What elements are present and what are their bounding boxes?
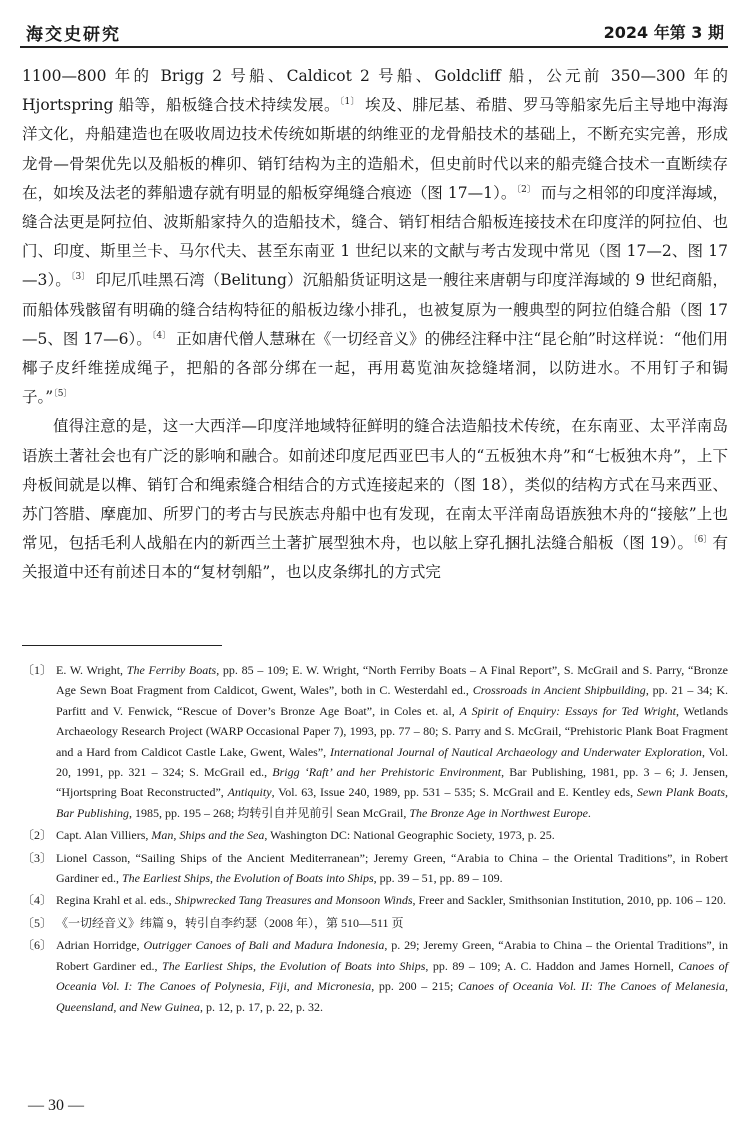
text-run: 1100—800 年的 Brigg 2 号船、Caldicot 2 号船、Goldcliff 船，公元前 350—300 年的 Hjortspring 船等，船板缝合技术持续发展。: [22, 67, 728, 115]
footnote-text: [56, 890, 728, 910]
footnote-ref: 〔5〕: [53, 389, 73, 400]
text-run: , pp. 85 – 109; E. W. Wright, “North Ferriby Boats – A Final Report”, S. McGrail and S. Parry, “Bronze Age Sewn Boat Fragment from Caldicot, Gwent, Wales”, both in C. Westerdahl ed.,: [56, 663, 728, 698]
body-paragraph: [22, 412, 728, 587]
text-run: Regina Krahl et al. eds.,: [56, 893, 175, 908]
text-run: , pp. 21 – 34; K. Parfitt and V. Fenwick, “Rescue of Dover’s Bronze Age Boat”, in Coles et. al,: [56, 683, 728, 718]
text-run: 有关报道中还有前述日本的“复材刳船”，也以皮条绑扎的方式完: [22, 534, 729, 582]
text-run: 正如唐代僧人慧琳在《一切经音义》的佛经注释中注“昆仑舶”时这样说：“他们用椰子皮纤维搓成绳子，把船的各部分绑在一起，再用葛览油灰捻缝堵洞，以防进水。不用钉子和锔子。”: [22, 329, 729, 407]
text-run: .: [587, 805, 591, 820]
running-header: [20, 16, 728, 48]
journal-title: 海交史研究: [26, 25, 121, 45]
citation-title: Canoes of Oceania Vol. I: The Canoes of Polynesia, Fiji, and Micronesia: [56, 958, 728, 994]
text-run: , p. 12, p. 17, p. 22, p. 32.: [199, 999, 323, 1014]
footnote-text: [56, 660, 728, 823]
footnote-number: 〔4〕: [22, 893, 53, 908]
citation-title: Outrigger Canoes of Bali and Madura Indonesia: [143, 938, 385, 953]
text-run: Adrian Horridge,: [56, 938, 144, 953]
footnote-number: 〔6〕: [22, 938, 53, 953]
footnote-item: [22, 825, 728, 845]
text-run: , 1985, pp. 195 – 268; 均转引自并见前引 Sean McGrail,: [129, 805, 410, 820]
text-run: , Freer and Sackler, Smithsonian Institution, 2010, pp. 106 – 120.: [412, 893, 727, 908]
text-run: , pp. 200 – 215;: [371, 979, 458, 994]
text-run: , pp. 39 – 51, pp. 89 – 109.: [373, 871, 503, 886]
citation-title: The Earliest Ships, the Evolution of Boats into Ships: [121, 871, 374, 886]
citation-title: The Earliest Ships, the Evolution of Boats into Ships: [162, 958, 426, 973]
citation-title: Canoes of Oceania Vol. II: The Canoes of Melanesia, Queensland, and New Guinea: [56, 979, 728, 1014]
text-run: , pp. 89 – 109; A. C. Haddon and James Hornell,: [425, 958, 679, 973]
footnote-item: [22, 660, 728, 823]
citation-title: The Ferriby Boats: [126, 663, 217, 677]
citation-title: Shipwrecked Tang Treasures and Monsoon Winds: [174, 893, 413, 908]
text-run: 印尼爪哇黑石湾（Belitung）沉船船货证明这是一艘往来唐朝与印度洋海域的 9 世纪商船，而船体残骸留有明确的缝合结构特征的船板边缘小排孔，也被复原为一艘典型的阿拉伯缝合船（图 17—5、图 17—6）。: [22, 271, 728, 348]
footnote-text: [56, 935, 728, 1017]
footnote-text: [56, 825, 728, 845]
page-number: — 30 —: [28, 1097, 84, 1114]
footnote-number: 〔3〕: [22, 850, 53, 865]
text-run: , Vol. 20, 1991, pp. 321 – 324; S. McGrail ed.,: [56, 744, 728, 780]
citation-title: International Journal of Nautical Archaeology and Underwater Exploration: [329, 744, 702, 759]
footnote-number: 〔1〕: [22, 663, 53, 677]
footnote-number: 〔2〕: [22, 828, 53, 843]
text-run: 埃及、腓尼基、希腊、罗马等船家先后主导地中海海洋文化，舟船建造也在吸收周边技术传统如斯堪的纳维亚的龙骨船技术的基础上，不断充实完善，形成龙骨—骨架优先以及船板的榫卯、销钉结构为主的造船术，但史前时代以来的船壳缝合技术一直断续存在，如埃及法老的葬船遗存就有明显的船板穿绳缝合痕迹（图 17—1）。: [22, 96, 728, 202]
text-run: 而与之相邻的印度洋海域，缝合法更是阿拉伯、波斯船家持久的造船技术，缝合、销钉相结合船板连接技术在印度洋的阿拉伯、也门、印度、斯里兰卡、马尔代夫、甚至东南亚 1 世纪以来的文献与考古发现中常见（图 17—2、图 17—3）。: [22, 183, 729, 290]
text-run: , p. 29; Jeremy Green, “Arabia to China – the Oriental Traditions”, in Robert Gardiner ed.,: [56, 938, 728, 973]
text-run: Lionel Casson, “Sailing Ships of the Ancient Mediterranean”; Jeremy Green, “Arabia to China – the Oriental Traditions”, in Robert Gardiner ed.,: [56, 850, 728, 886]
footnote-item: [22, 913, 728, 933]
text-run: , Bar Publishing, 1981, pp. 3 – 6; J. Jensen, “Hjortspring Boat Reconstructed”,: [56, 765, 728, 800]
text-run: , Wetlands Archaeology Research Project (WARP Occasional Paper 7), 1993, pp. 77 – 80; S. Parry and S. McGrail, “Prehistoric Plank Boat Fragment and a Hard from Caldicot Castle Lake, Gwent, Wales”,: [56, 703, 729, 759]
body-paragraph: [22, 62, 728, 412]
footnote-ref: 〔1〕: [339, 97, 360, 108]
footnote-divider: [22, 645, 222, 646]
footnote-text: [56, 848, 728, 889]
issue-label: 2024 年第 3 期: [603, 23, 724, 42]
footnote-item: [22, 935, 728, 1017]
citation-title: Antiquity: [227, 785, 272, 800]
citation-title: Man, Ships and the Sea: [151, 828, 265, 843]
text-run: 《一切经音义》纬篇 9，转引自李约瑟（2008 年），第 510—511 页: [56, 915, 404, 930]
text-run: 值得注意的是，这一大西洋—印度洋地域特征鲜明的缝合法造船技术传统，在东南亚、太平洋南岛语族土著社会也有广泛的影响和融合。如前述印度尼西亚巴韦人的“五板独木舟”和“七板独木舟”，上下舟板间就是以榫、销钉合和绳索缝合相结合的方式连接起来的（图 18），类似的结构方式在马来西亚、苏门答腊、摩鹿加、所罗门的考古与民族志舟船中也有发现，在南太平洋南岛语族独木舟的“接舷”上也常见，包括毛利人战船在内的新西兰土著扩展型独木舟，也以舷上穿孔捆扎法缝合船板（图 19）。: [22, 417, 728, 553]
footnote-text: [56, 913, 728, 933]
footnote-ref: 〔4〕: [151, 330, 172, 341]
citation-title: Sewn Plank Boats, Bar Publishing: [56, 785, 729, 820]
citation-title: A Spirit of Enquiry: Essays for Ted Wright: [459, 703, 676, 718]
footnote-ref: 〔3〕: [70, 272, 91, 283]
footnote-ref: 〔6〕: [693, 535, 713, 546]
footnote-item: [22, 848, 728, 889]
footnote-number: 〔5〕: [22, 915, 53, 930]
text-run: Capt. Alan Villiers,: [56, 828, 152, 843]
footnote-item: [22, 890, 728, 910]
body-text: [22, 62, 728, 588]
text-run: , Washington DC: National Geographic Society, 1973, p. 25.: [264, 828, 555, 843]
footnote-ref: 〔2〕: [516, 184, 537, 195]
text-run: E. W. Wright,: [56, 663, 127, 677]
citation-title: Crossroads in Ancient Shipbuilding: [472, 683, 646, 698]
text-run: , Vol. 63, Issue 240, 1989, pp. 531 – 535; S. McGrail and E. Kentley eds,: [271, 785, 637, 800]
citation-title: Brigg ‘Raft’ and her Prehistoric Environment: [272, 765, 502, 780]
footnotes: [22, 660, 728, 1019]
citation-title: The Bronze Age in Northwest Europe: [409, 805, 588, 820]
